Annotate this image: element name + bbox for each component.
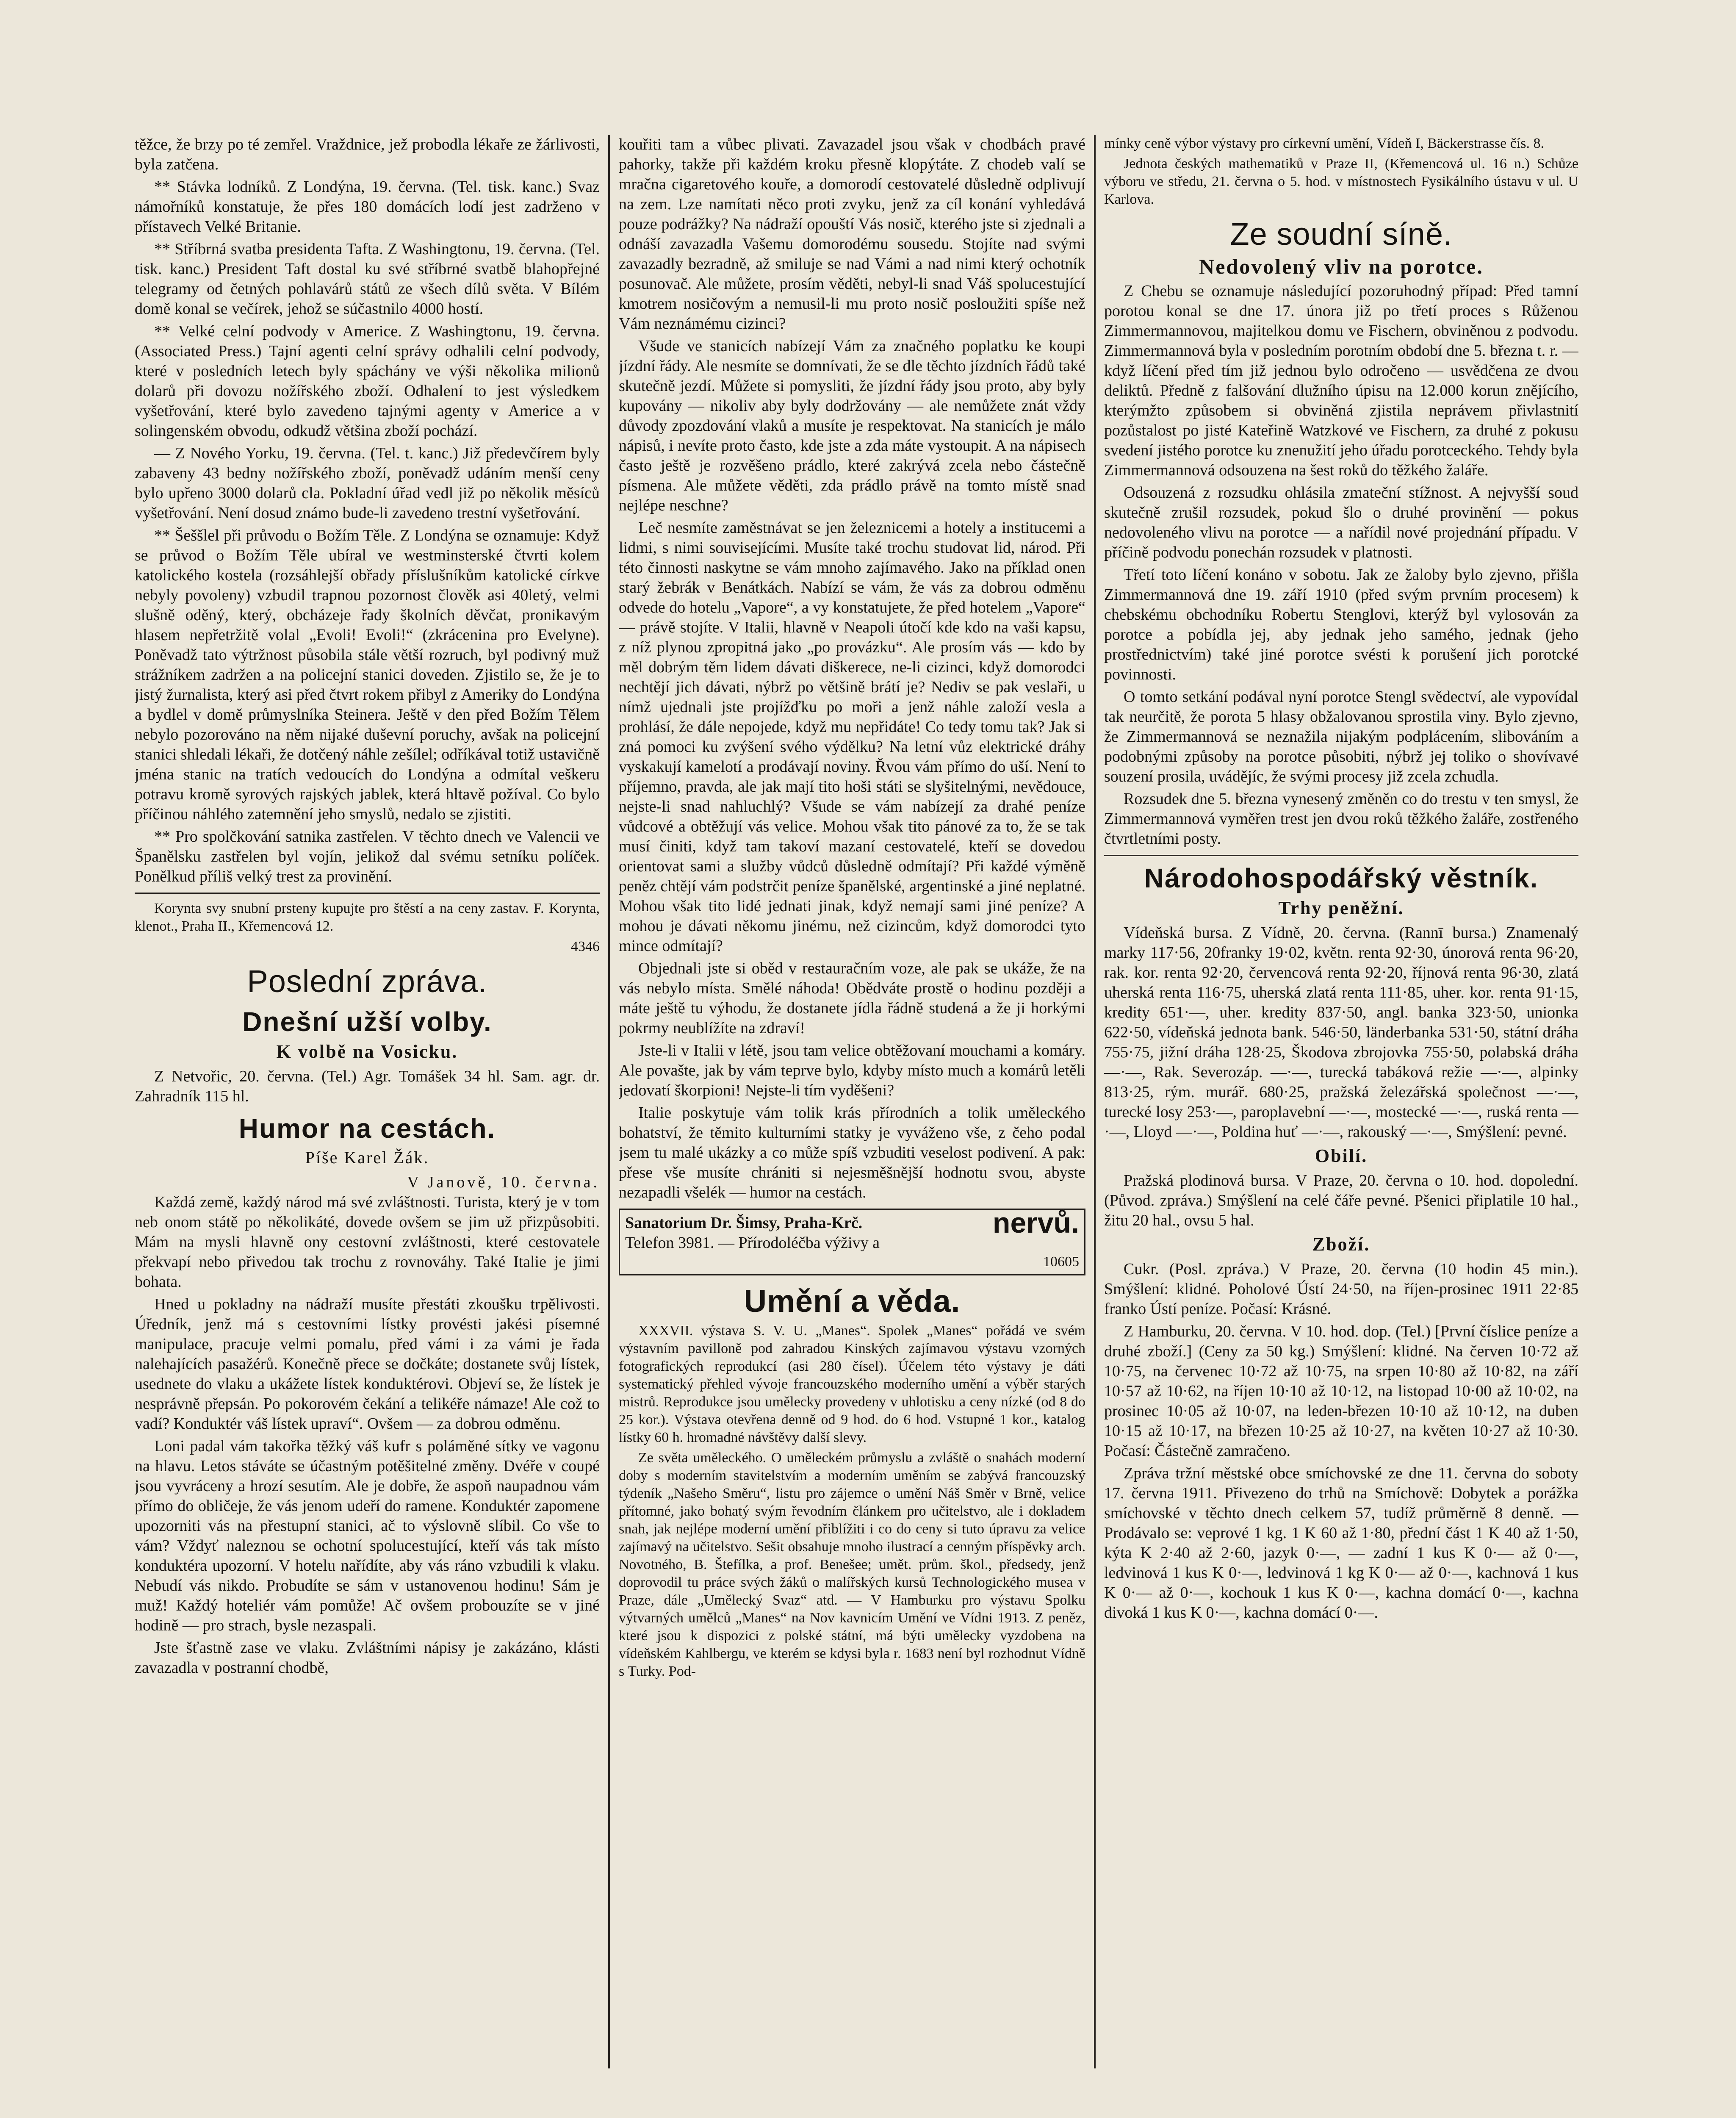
goods-heading: Zboží.: [1312, 1234, 1371, 1255]
court-paragraph: O tomto setkání podával nyní porotce Stengl svědectví, ale vypovídal tak neurčitě, že porota 5 hlasy obžalovanou sprostila viny. Bylo zjevno, že Zimmermannová se neznažila nijakým podplácením, slibováním a podobnými způsoby na porotce působiti, nýbrž jej toliko o shovívavé souzení prosila, uvádějíc, že svými procesy již zcela zchudla.: [1104, 688, 1578, 785]
divider: [1104, 855, 1578, 856]
column-2: [619, 135, 1085, 2068]
court-paragraph: Odsouzená z rozsudku ohlásila zmateční stížnost. A nejvyšší soud skutečně zrušil rozsudek, pokud šlo o druhé provinění — pokus nedovoleného vlivu na porotce — a nařídil nové projednání případu. V příčině podvodu ponechán rozsudek v platnosti.: [1104, 484, 1578, 561]
court-heading: Ze soudní síně.: [1230, 216, 1453, 252]
article-paragraph: kouřiti tam a vůbec plivati. Zavazadel jsou však v chodbách pravé pahorky, takže při každém kroku přesně klopýtáte. Z chodeb valí se mračna cigaretového kouře, a domorodí cestovatelé důsledně odplivují na zem. Lze namítati něco proti zvyku, jenž za cíl konání vyhledává pouze podrážky? Na nádraží opouští Vás nosič, kterého jste si zjednali a odnáší zavazadla Vašemu domorodému sousedu. Stojíte nad svými zavazadly bezradně, až smiluje se nad Vámi a nad nimi který ochotník posunovač. Ale můžete, prosím věděti, nebyl-li snad Váš spolucestující kmotrem nosičovým a nemusil-li mu proto nosič posloužiti spíše než Vám neznámému cizinci?: [619, 136, 1085, 333]
goods-paragraph: Cukr. (Posl. zpráva.) V Praze, 20. června (10 hodin 45 min.). Smýšlení: klidné. Poholové Ústí 24·50, na říjen-prosinec 1911 22·85 franko Ústí peníze. Počasí: Krásné.: [1104, 1260, 1578, 1318]
column-1: [135, 135, 600, 2068]
elections-heading: Dnešní užší volby.: [242, 1006, 492, 1037]
economy-heading: Národohospodářský věstník.: [1144, 863, 1539, 893]
court-subheading: Nedovolený vliv na porotce.: [1199, 255, 1484, 278]
news-item: ** Stávka lodníků. Z Londýna, 19. června. (Tel. tisk. kanc.) Svaz námořníků konstatuje, že přes 180 domácích lodí jest zadrženo v přístavech Velké Britanie.: [135, 178, 600, 236]
humor-byline: Píše Karel Žák.: [305, 1148, 429, 1167]
humor-paragraph: Každá země, každý národ má své zvláštnosti. Turista, který je v tom neb onom státě po několikáté, dovede ovšem se jim už přizpůsobiti. Mám na mysli hlavně ony cestovní zvláštnosti, které cestovatele překvapí nebo přivedou tak trochu z rovnováhy. Také Italie je jimi bohata.: [135, 1193, 600, 1291]
news-item: ** Stříbrná svatba presidenta Tafta. Z Washingtonu, 19. června. (Tel. tisk. kanc.) President Taft dostal ku své stříbrné svatbě blahopřejné telegramy od četných pohlavárů států ze všech dílů světa. V Bílém domě konal se večírek, jehož se súčastnilo 4000 hostí.: [135, 240, 600, 318]
bourse-paragraph: Vídeňská bursa. Z Vídně, 20. června. (Rannī bursa.) Znamenalý marky 117·56, 20franky 19·02, květn. renta 92·30, únorová renta 96·20, rak. kor. renta 92·20, červencová renta 92·20, říjnová renta 96·30, zlatá uherská renta 116·75, uherská zlatá renta 111·85, uher. kor. renta 91·15, kredity 651·—, uher. kredity 837·50, angl. banka 323·50, unionka 622·50, vídeňská jednota bank. 546·50, länderbanka 531·50, státní dráha 755·75, jižní dráha 128·25, Škodova zbrojovka 755·50, polabská dráha —·—, Rak. Severozáp. —·—, turecká tabáková režie —·—, alpinky 813·25, rým. murář. 680·25, pražská železářská společnost —·—, turecké losy 253·—, paroplavební —·—, mostecké —·—, ruská renta —·—, Lloyd —·—, Poldina huť —·—, rakouský —·—, Smýšlení: pevné.: [1104, 924, 1578, 1141]
art-paragraph: XXXVII. výstava S. V. U. „Manes“. Spolek „Manes“ pořádá ve svém výstavním pavilloně pod zahradou Kinských zajímavou výstavu vzorných fotografických reprodukcí (asi 280 čísel). Účelem této výstavy je dáti systematický přehled vývoje francouzského moderního umění a výběr starých mistrů. Reprodukce jsou umělecky provedeny v uhlotisku a ceny nízké (od 8 do 25 kor.). Výstava otevřena denně od 9 hod. do 6 hod. Vstupné 1 kor., katalog lístky 60 h. hromadné návštěvy další slevy.: [619, 1323, 1085, 1445]
court-paragraph: Třetí toto líčení konáno v sobotu. Jak ze žaloby bylo zjevno, přišla Zimmermannová dne 19. září 1910 (před svým prvním procesem) k chebskému obchodníku Robertu Stenglovi, kterýž byl vylosován za porotce a pobídla jej, aby jednak jeho samého, jednak (jeho prostřednictvím) také jiné porotce svésti k porušení jich porotcké povinnosti.: [1104, 566, 1578, 683]
goods-paragraph: Zpráva tržní městské obce smíchovské ze dne 11. června do soboty 17. června 1911. Přivezeno do trhů na Smíchově: Dobytek a porážka smíchovské v těchto dnech celkem 57, tudíž průměrně 8 denně. — Prodávalo se: veprové 1 kg. 1 K 60 až 1·80, přední část 1 K 40 až 1·50, kýta K 2·40 až 2·60, jazyk 0·—, — zadní 1 kus K 0·— až 0·—, ledvinová 1 kus K 0·—, ledvinová 1 kg K 0·— až 0·—, kachnová 1 kus K 0·— až 0·—, kochouk 1 kus K 0·—, kachna domácí 0·—, kachna divoká 1 kus K 0·—, kachna domácí 0·—.: [1104, 1464, 1578, 1622]
notice-paragraph: Jednota českých mathematiků v Praze II, (Křemencová ul. 16 n.) Schůze výboru ve středu, 21. června o 5. hod. v místnostech Fysikálního ústavu v ul. U Karlova.: [1104, 156, 1578, 207]
humor-paragraph: Jste šťastně zase ve vlaku. Zvláštními nápisy je zakázáno, klásti zavazadla v postranní chodbě,: [135, 1639, 600, 1677]
article-paragraph: Všude ve stanicích nabízejí Vám za značného poplatku ke koupi jízdní řády. Ale nesmíte se domnívati, že se dle těchto jízdních řádů také skutečně jezdí. Můžete si pomysliti, že jízdní řády jsou proto, aby byly kupovány — nikoliv aby byly dodržovány — ale nemůžete znát vždy důvody zpozdování vlaků a musíte je respektovat. Na stanicích je málo nápisů, i nevíte proto často, kde jste a zda máte vystoupit. A na nápisech často ještě je rozvěšeno prádlo, které zakrývá zcela nebo částečně písmena. Ale můžete věděti, zda prádlo právě na tomto místě snad nejlépe neschne?: [619, 337, 1085, 514]
article-paragraph: Leč nesmíte zaměstnávat se jen železnicemi a hotely a institucemi a lidmi, s nimi souvisejícími. Musíte také trochu studovat lid, národ. Při této činnosti naskytne se vám mnoho zajímavého. Jako na příklad onen starý žebrák v Benátkách. Nabízí se vám, že vás za dobrou odměnu odvede do hotelu „Vapore“, a vy konstatujete, že před hotelem „Vapore“ — právě stojíte. V Italii, hlavně v Neapoli útočí kde kdo na vaši kapsu, z níž plynou zpropitná jako „po provázku“. Ale prosím vás — kdo by měl dobrým těm lidem dávati diškerece, ne-li cizinci, když domorodci nechtějí jich dávati, nýbrž po většině brátí je? Nediv se pak veslaři, u nímž ujednali jste projížďku po moři a jenž náhle založí vesla a prohlásí, že dále nepojede, když mu nepřidáte! Co tedy tomu tak? Jak si zná pomoci ku zvýšení svého výdělku? Na letní vůz elektrické dráhy vyskakují kamelotí a prodávají noviny. Řvou vám přímo do uší. Není to příjemno, pravda, ale jak mají tito hoši státi se slyšitelnými, nevědouce, nejste-li snad nahluchlý? Všude se vám nabízejí za drahé peníze vůdcové a obtěžují vás velice. Mohou však tito pánové za to, že se tak musí činiti, když tam takoví mazaní cestovatelé, kteří se dovedou orientovat sami a služby vůdců důsledně odmítají? Při každé výměně peněz chtějí vám podstrčit peníze španělské, argentinské a jiné neplatné. Mohou však tito lidé jednati jinak, když nemají sami jiné peníze? A mohou je dávati někomu jinému, než cizincům, když domorodci tyto mince odmítají?: [619, 519, 1085, 955]
sanatorium-name: Sanatorium Dr. Šimsy, Praha-Krč.: [625, 1214, 863, 1232]
news-item: — Z Nového Yorku, 19. června. (Tel. t. kanc.) Již předevčírem byly zabaveny 43 bedny nožířského zboží, poněvadž udáním menší ceny bylo upřeno 3000 dolarů cla. Pokladní úřad vedl již po několik měsíců vyšetřování. Není dosud známo bude-li zavedeno trestní vyšetřování.: [135, 444, 600, 522]
elections-subheading: K volbě na Vosicku.: [276, 1041, 458, 1062]
court-paragraph: Z Chebu se oznamuje následující pozoruhodný případ: Před tamní porotou konal se dne 17. února již po třetí proces s Růženou Zimmermannovou, majitelkou domu ve Fischern, obviněnou z podvodu. Zimmermannová byla v posledním porotním období dne 5. března t. r. — když líčení před tím již jednou bylo odročeno — usvědčena ze dvou deliktů. Předně z falšování dlužního úpisu na 12.000 korun znějícího, kterýmžto způsobem si obviněná zjistila neprávem přivlastnití pozůstalost po jisté Kateřině Watzkové ve Fischern, za druhé z pokusu svedení jistého porotce ku znenužití jeho úřadu porotceckého. Tehdy byla Zimmermannová odsouzena na šest roků do těžkého žaláře.: [1104, 282, 1578, 479]
last-news-heading: Poslední zpráva.: [247, 964, 487, 999]
article-paragraph: Jste-li v Italii v létě, jsou tam velice obtěžovaní mouchami a komáry. Ale povašte, jak by vám teprve bylo, kdyby místo much a komárů letěli jedovatí škorpioni! Nejste-li tím vyděšeni?: [619, 1042, 1085, 1099]
sanatorium-big-word: nervů.: [992, 1207, 1079, 1239]
humor-heading: Humor na cestách.: [238, 1113, 496, 1144]
grain-heading: Obilí.: [1315, 1145, 1368, 1166]
humor-paragraph: Hned u pokladny na nádraží musíte přestáti zkoušku trpělivosti. Úředník, jenž má s cestovními lístky provésti jakési písemné manipulace, pracuje velmi pomalu, před vámi i za vámi je řada nalehajících pasažérů. Konečně přece se dočkáte; dostanete svůj lístek, usednete do vlaku a ukážete lístek konduktérovi. Objeví se, že lístek je nesprávně přepsán. Po pokorovém čekání a telikéře námaze! Ale což to vadí? Konduktér váš lístek upraví“. Ovšem — za dobrou odměnu.: [135, 1295, 600, 1433]
sanatorium-advertisement: [619, 1209, 1085, 1275]
article-paragraph: Objednali jste si oběd v restauračním voze, ale pak se ukáže, že na vás nebylo místa. Smělé náhoda! Obědváte prostě o hodinu později a máte ještě tu výhodu, že dostanete jídla řádně studená a že ji horkými pokrmy neublížíte na zdraví!: [619, 959, 1085, 1037]
goods-paragraph: Z Hamburku, 20. června. V 10. hod. dop. (Tel.) [První číslice peníze a druhé zboží.] (Ceny za 50 kg.) Smýšlení: klidné. Na červen 10·72 až 10·75, na červenec 10·72 až 10·75, na srpen 10·80 až 10·82, na září 10·57 až 10·62, na říjen 10·10 až 10·12, na listopad 10·00 až 10·02, na prosinec 10·05 až 10·07, na leden-březen 10·10 až 10·12, na duben 10·15 až 10·17, na březen 10·25 až 10·27, na květen 10·27 až 10·30. Počasí: Částečně zamračeno.: [1104, 1322, 1578, 1460]
elections-text: Z Netvořic, 20. června. (Tel.) Agr. Tomášek 34 hl. Sam. agr. dr. Zahradník 115 hl.: [135, 1067, 600, 1105]
sanatorium-phone: Telefon 3981. — Přírodoléčba výživy a: [625, 1234, 880, 1252]
humor-dateline: V Janově, 10. června.: [407, 1173, 600, 1191]
news-item: ** Velké celní podvody v Americe. Z Washingtonu, 19. června. (Associated Press.) Tajní agenti celní správy odhalili celní podvody, které v posledních letech byly spáchány ve výši několika milionů dolarů při dovozu nožířského zboží. Odhalení to jest výsledkem vyšetřování, které bylo zavedeno tajnými agenty v Americe a v solingenském obvodu, odkudž většina zboží pochází.: [135, 322, 600, 440]
humor-paragraph: Loni padal vám takořka těžký váš kufr s poláměné sítky ve vagonu na hlavu. Letos stáváte se účastným potěšitelné změny. Dvéře v coupé jsou vyvráceny a hrozí sesutím. Ale je dobře, že aspoň naupadnou vám přímo do obličeje, že vás jenom udeří do ramene. Konduktér zapomene upozorniti vás na přestupní stanici, ač to výslovně slíbil. Co vše to vám? Vždyť naleznou se ochotní spolucestující, kteří vás tak místo konduktéra upozorní. V hotelu nařídíte, aby vás ráno vzbudili k vlaku. Nebudí vás nikdo. Probudíte se sám v ustanovenou hodinu! Sám je muž! Každý hoteliér vám pomůže! Ač ovšem probouzíte se v jiné hodině — pro strach, bysle nezaspali.: [135, 1437, 600, 1634]
grain-paragraph: Pražská plodinová bursa. V Praze, 20. června o 10. hod. dopolední. (Původ. zpráva.) Smýšlení na celé čáře pevné. Pšenici připlatile 10 hal., žitu 20 hal., ovsu 5 hal.: [1104, 1172, 1578, 1229]
money-markets-heading: Trhy peněžní.: [1278, 898, 1404, 918]
column-3: [1104, 135, 1578, 2068]
art-paragraph: Ze světa uměleckého. O uměleckém průmyslu a zvláště o snahách moderní doby s moderním stavitelstvím a moderním uměním se zabývá francouzský týdeník „Našeho Směru“, listu pro zájemce o umění Náš Směr v Brně, velice přítomné, jako bohatý svým řevodním článkem pro učitelstvo, ale i dokladem snah, jak nejlépe moderní umění přiblížiti i co do ceny si tuto úpravu za velice zajímavý na učitelstvo. Sešit obsahuje mnoho ilustrací a cenným příspěvky arch. Novotného, B. Štefílka, a prof. Benešee; umět. prům. škol., předsedy, jenž doprovodil tu práce svých žáků o malířských kursů Technologického musea v Praze, dále „Umělecký Svaz“ atd. — V Hamburku pro výstavu Spolku výtvarných umělců „Manes“ na Nov kavnicím Umění ve Vídni 1913. Z peněz, které jsou k dispozici z polské státní, má býti umělecky vyzdobena na vídeňském Kahlbergu, ve kterém se kdysi byla r. 1683 není byl rozhodnut Vídně s Turky. Pod-: [619, 1450, 1085, 1679]
court-paragraph: Rozsudek dne 5. března vynesený změněn co do trestu v ten smysl, že Zimmermannová vyměřen trest jen dvou roků těžkého žaláře, zostřeného čtvrtletními posty.: [1104, 790, 1578, 848]
divider: [135, 893, 600, 894]
ad-number: 4346: [571, 939, 600, 954]
notice-paragraph: mínky ceně výbor výstavy pro církevní umění, Vídeň I, Bäckerstrasse čís. 8.: [1104, 136, 1544, 151]
korynta-advertisement: Korynta svy snubní prsteny kupujte pro štěstí a na ceny zastav. F. Korynta, klenot., Praha II., Křemencová 12.: [135, 901, 600, 934]
art-science-heading: Umění a věda.: [744, 1284, 961, 1319]
ad-number: 10605: [1043, 1254, 1079, 1270]
column-rule: [608, 135, 610, 2068]
column-rule: [1094, 135, 1096, 2068]
article-paragraph: Italie poskytuje vám tolik krás přírodních a tolik uměleckého bohatství, že těmito kulturními statky je vyváženo vše, z čeho podal jsem tu malé ukázky a co může spíš vzbuditi veselost podivení. A pak: přese vše musíte chrániti si nejesměšnější hodnotu svou, abyste nezapadli všelék — humor na cestách.: [619, 1104, 1085, 1201]
news-item: těžce, že brzy po té zemřel. Vraždnice, jež probodla lékaře ze žárlivosti, byla zatčena.: [135, 136, 600, 173]
news-item: ** Šeššlel při průvodu o Božím Těle. Z Londýna se oznamuje: Když se průvod o Božím Těle ubíral ve westminsterské čtvrti kolem katolického kostela (rozsáhlejší obřady příslušníkům katolické církve nebyly povoleny) vzbudil trapnou pozornost člověk asi 40letý, velmi slušně oděný, který, obcházeje řady školních děvčat, pronikavým hlasem nepřetržitě volal „Evoli! Evoli!“ (zkrácenina pro Evelyne). Poněvadž tato výtržnost působila stále větší rozruch, byl podivný muž strážníkem zadržen a na policejní stanici doveden. Zjistilo se, že je to jistý žurnalista, který asi před čtvrt rokem přibyl z Ameriky do Londýna a bydlel v domě průmyslníka Steinera. Ještě v den před Božím Tělem nebylo pozorováno na něm nijaké duševní poruchy, avšak na policejní stanici shledali lékaři, že dotčený náhle zešílel; odříkával totiž ustavičně jména stanic na tratích vedoucích do Londýna a odmítal veškeru potravu kromě syrových rajských jablek, která hltavě požíval. Co bylo příčinou náhlého zatemnění jeho smyslů, nedalo se zjistiti.: [135, 527, 600, 823]
news-item: ** Pro spolčkování satnika zastřelen. V těchto dnech ve Valencii ve Španělsku zastřelen byl vojín, jelikož dal svému setníku políček. Ponělkud příliš velký trest za provinění.: [135, 828, 600, 885]
